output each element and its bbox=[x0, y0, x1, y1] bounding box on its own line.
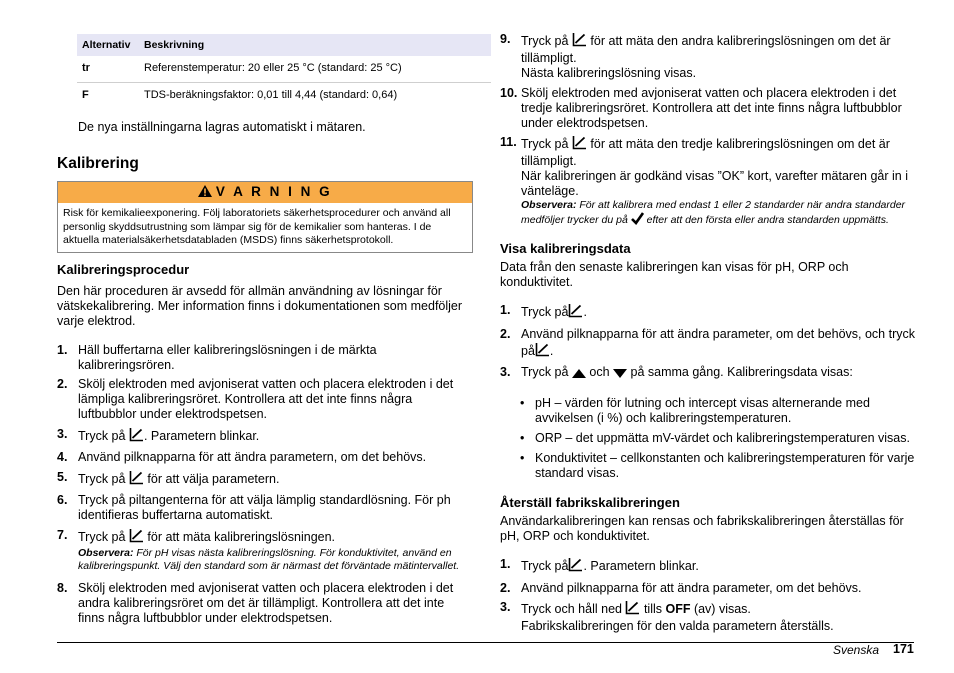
step-text: för att mäta kalibreringslösningen. bbox=[143, 529, 336, 544]
view-intro: Data från den senaste kalibreringen kan visas för pH, ORP och konduktivitet. bbox=[500, 260, 849, 289]
calibrate-icon bbox=[535, 342, 550, 361]
section-title: Kalibrering bbox=[57, 155, 139, 172]
procedure-intro: Den här proceduren är avsedd för allmän användning av lösningar för vätskekalibrering. Mer information finns i dokumentationen som medföljer varje elektrod. bbox=[57, 283, 463, 328]
options-table bbox=[77, 34, 491, 109]
step-number: 6. bbox=[57, 493, 68, 507]
table-header-description: Beskrivning bbox=[139, 34, 491, 56]
step-text: Tryck på bbox=[521, 559, 569, 573]
calibrate-icon bbox=[625, 600, 640, 619]
step-number: 3. bbox=[500, 600, 511, 614]
list-item bbox=[500, 327, 915, 361]
step-text: . Parametern blinkar. bbox=[143, 428, 260, 443]
step-number: 1. bbox=[57, 342, 68, 357]
calibrate-icon bbox=[129, 470, 144, 489]
step-result: Fabrikskalibreringen för den valda parametern återställs. bbox=[521, 619, 834, 633]
step-note bbox=[78, 547, 472, 573]
list-item bbox=[500, 86, 915, 131]
list-item bbox=[57, 581, 472, 626]
list-item: • pH – värden för lutning och intercept visas alternerande med avvikelsen (i %) och kalibreringstemperaturen. bbox=[500, 396, 915, 426]
step-text: för att mäta den andra kalibreringslösningen om det är tillämpligt. bbox=[521, 34, 891, 65]
step-text: för att mäta den tredje kalibreringslösningen om det är tillämpligt. bbox=[521, 137, 890, 168]
step-number: 10. bbox=[500, 85, 518, 100]
step-text: . bbox=[549, 343, 554, 358]
reset-intro: Användarkalibreringen kan rensas och fabrikskalibreringen återställas för pH, ORP och konduktivitet. bbox=[500, 514, 904, 543]
calibrate-icon bbox=[568, 557, 583, 576]
step-number: 7. bbox=[57, 527, 68, 542]
list-item bbox=[500, 135, 915, 229]
list-item bbox=[57, 493, 472, 523]
checkmark-icon bbox=[631, 212, 644, 229]
step-text: Tryck på bbox=[78, 471, 126, 486]
list-item bbox=[500, 303, 915, 322]
list-item bbox=[57, 427, 472, 446]
procedure-steps-continued bbox=[500, 32, 915, 229]
note-text: efter att den första eller andra standarden uppmätts. bbox=[643, 214, 889, 226]
list-item bbox=[57, 343, 472, 373]
saved-note: De nya inställningarna lagras automatiskt i mätaren. bbox=[78, 120, 366, 134]
calibrate-icon bbox=[568, 303, 583, 322]
step-text: Använd pilknapparna för att ändra parameter, om det behövs. bbox=[521, 580, 862, 595]
step-text: Använd pilknapparna för att ändra parameter, om det behövs, och tryck på bbox=[521, 326, 915, 358]
step-number: 1. bbox=[500, 303, 511, 317]
list-item bbox=[57, 450, 472, 465]
warning-box bbox=[57, 181, 473, 253]
step-number: 1. bbox=[500, 557, 511, 571]
note-text: För att kalibrera med endast 1 eller 2 standarder när andra standarder medföljer trycker du på bbox=[521, 199, 906, 226]
calibrate-icon bbox=[129, 427, 144, 446]
page-number: 171 bbox=[893, 642, 914, 656]
step-text: Tryck på bbox=[521, 34, 569, 48]
step-text: Tryck på bbox=[521, 365, 572, 379]
list-item: • Konduktivitet – cellkonstanten och kalibreringstemperaturen för varje standard visas. bbox=[500, 451, 915, 481]
table-cell-option: F bbox=[82, 89, 89, 101]
table-cell-option: tr bbox=[77, 56, 139, 83]
step-text: (av) visas. bbox=[690, 602, 751, 616]
step-text: Skölj elektroden med avjoniserat vatten och placera elektroden i det lämpliga kalibreringsröret. Kontrollera att det inte finns några luftbubblor under elektrodspetsen. bbox=[78, 377, 454, 421]
step-text: Skölj elektroden med avjoniserat vatten och placera elektroden i det andra kalibreringsröret om det är tillämpligt. Kontrollera att det inte finns några luftbubblor under elektrodspetsen. bbox=[78, 580, 454, 625]
list-item bbox=[500, 581, 915, 596]
view-bullets bbox=[500, 396, 915, 481]
warning-header bbox=[58, 182, 472, 203]
table-cell-description: TDS-beräkningsfaktor: 0,01 till 4,44 (standard: 0,64) bbox=[144, 89, 398, 101]
left-column bbox=[57, 34, 472, 630]
step-text: Tryck på bbox=[78, 428, 126, 443]
step-number: 9. bbox=[500, 32, 511, 46]
list-item bbox=[57, 377, 472, 422]
calibrate-icon bbox=[572, 32, 587, 51]
down-arrow-icon bbox=[613, 367, 627, 382]
step-number: 2. bbox=[500, 326, 511, 341]
step-number: 4. bbox=[57, 450, 68, 464]
step-text: Tryck på bbox=[521, 305, 569, 319]
procedure-steps bbox=[57, 343, 472, 626]
step-text: . Parametern blinkar. bbox=[583, 559, 699, 573]
reset-title: Återställ fabrikskalibreringen bbox=[500, 495, 680, 510]
list-item bbox=[57, 470, 472, 489]
table-row bbox=[77, 83, 491, 110]
step-number: 11. bbox=[500, 135, 517, 149]
list-item bbox=[500, 32, 915, 81]
list-item bbox=[500, 557, 915, 576]
step-text: Häll buffertarna eller kalibreringslösningen i de märkta kalibreringsrören. bbox=[78, 342, 377, 372]
list-item: • ORP – det uppmätta mV-värdet och kalibreringstemperaturen visas. bbox=[500, 431, 915, 446]
right-column bbox=[500, 32, 915, 639]
step-text: för att välja parametern. bbox=[143, 471, 280, 486]
step-note bbox=[521, 199, 915, 229]
list-item bbox=[500, 365, 915, 382]
list-item bbox=[57, 528, 472, 573]
warning-text: Risk för kemikalieexponering. Följ laboratoriets säkerhetsprocedurer och använd all personlig skyddsutrustning som lämpar sig för de kemikalier som hanteras. I de aktuella materialsäkerhetsdatabladen (MSDS) finns säkerhetsprotokoll. bbox=[63, 207, 451, 246]
step-number: 2. bbox=[57, 377, 68, 391]
step-number: 2. bbox=[500, 580, 511, 595]
step-text: på samma gång. Kalibreringsdata visas: bbox=[627, 365, 853, 379]
calibrate-icon bbox=[572, 135, 587, 154]
step-text: tills bbox=[640, 602, 666, 616]
procedure-title: Kalibreringsprocedur bbox=[57, 261, 190, 277]
warning-label: V A R N I N G bbox=[215, 184, 333, 199]
step-result: När kalibreringen är godkänd visas ”OK” kort, varefter mätaren går in i vänteläge. bbox=[521, 169, 908, 198]
step-text: . bbox=[583, 305, 587, 319]
step-text: Tryck och håll ned bbox=[521, 602, 622, 616]
step-text: Skölj elektroden med avjoniserat vatten och placera elektroden i det tredje kalibreringsröret. Kontrollera att det inte finns några luftbubblor under elektrodspetsen. bbox=[521, 85, 902, 130]
note-label: Observera: bbox=[78, 546, 134, 559]
note-label: Observera: bbox=[521, 199, 577, 211]
footer-divider bbox=[57, 642, 914, 643]
table-row bbox=[77, 56, 491, 83]
table-cell-description: Referenstemperatur: 20 eller 25 °C (standard: 25 °C) bbox=[139, 56, 491, 83]
step-number: 3. bbox=[57, 426, 68, 441]
list-item bbox=[500, 600, 915, 634]
step-text: Tryck på piltangenterna för att välja lämplig standardlösning. För ph identifieras buffertarna automatiskt. bbox=[78, 493, 451, 522]
step-text: Tryck på bbox=[78, 529, 126, 544]
view-title: Visa kalibreringsdata bbox=[500, 241, 631, 256]
warning-triangle-icon bbox=[198, 185, 212, 200]
view-steps bbox=[500, 303, 915, 382]
up-arrow-icon bbox=[572, 367, 586, 382]
reset-steps bbox=[500, 557, 915, 634]
step-text: Tryck på bbox=[521, 137, 569, 151]
step-text: och bbox=[585, 365, 614, 379]
step-number: 3. bbox=[500, 365, 511, 379]
off-label: OFF bbox=[665, 602, 691, 616]
step-text: Använd pilknapparna för att ändra parametern, om det behövs. bbox=[78, 450, 427, 464]
footer-language: Svenska bbox=[833, 643, 880, 657]
table-header-option: Alternativ bbox=[77, 34, 139, 56]
note-text: För pH visas nästa kalibreringslösning. För konduktivitet, använd en kalibreringspunkt. Välj den standard som är närmast det förväntade mätintervallet. bbox=[78, 546, 460, 572]
step-number: 8. bbox=[57, 580, 68, 595]
step-result: Nästa kalibreringslösning visas. bbox=[521, 66, 697, 80]
calibrate-icon bbox=[129, 528, 144, 547]
step-number: 5. bbox=[57, 469, 68, 484]
